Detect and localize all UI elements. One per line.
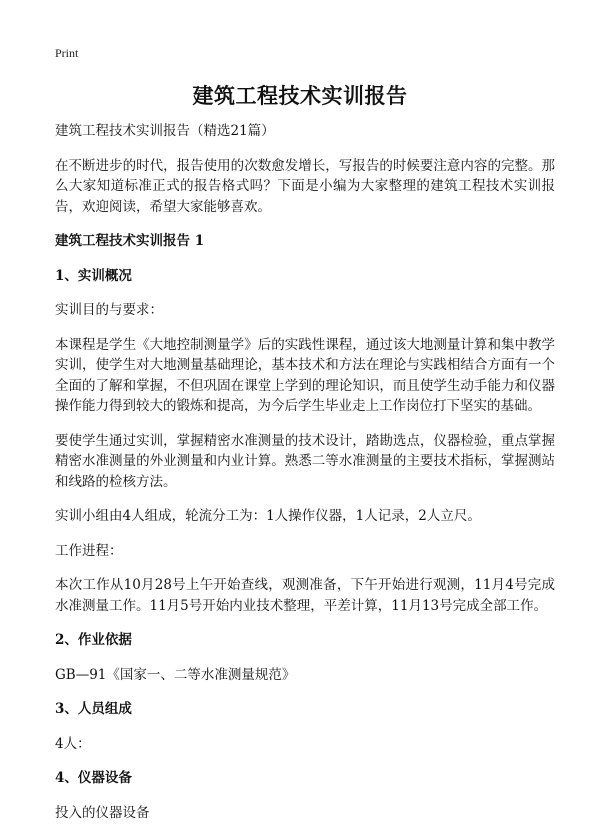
paragraph-work-schedule: 本次工作从10月28号上午开始查线，观测准备，下午开始进行观测，11月4号完成水准测量工作。11月5号开始内业技术整理，平差计算，11月13号完成全部工作。 — [55, 577, 555, 614]
document-subtitle: 建筑工程技术实训报告（精选21篇） — [55, 123, 275, 139]
document-body — [55, 121, 555, 823]
paragraph-course-description: 本课程是学生《大地控制测量学》后的实践性课程，通过该大地测量计算和集中教学实训，使学生对大地测量基础理论，基本技术和方法在理论与实践相结合方面有一个全面的了解和掌握，不但巩固在课堂上学到的理论知识，而且使学生动手能力和仪器操作能力得到较大的锻炼和提高，为今后学生毕业走上工作岗位打下坚实的基础。 — [55, 336, 555, 414]
section-heading-equipment: 4、仪器设备 — [55, 770, 132, 786]
report-heading: 建筑工程技术实训报告 1 — [55, 233, 205, 249]
paragraph-standard: GB—91《国家一、二等水准测量规范》 — [55, 666, 296, 683]
print-link[interactable]: Print — [55, 46, 79, 60]
paragraph-progress-label: 工作进程： — [55, 542, 123, 559]
intro-paragraph: 在不断进步的时代，报告使用的次数愈发增长，写报告的时候要注意内容的完整。那么大家知道标准正式的报告格式吗？下面是小编为大家整理的建筑工程技术实训报告，欢迎阅读，希望大家能够喜欢。 — [55, 157, 555, 215]
paragraph-equipment: 投入的仪器设备 — [55, 804, 150, 821]
section-heading-overview: 1、实训概况 — [55, 267, 132, 284]
section-heading-basis: 2、作业依据 — [55, 632, 132, 648]
paragraph-objectives-label: 实训目的与要求： — [55, 302, 163, 318]
paragraph-personnel-count: 4人： — [55, 735, 91, 752]
page-title: 建筑工程技术实训报告 — [192, 83, 408, 108]
section-heading-personnel: 3、人员组成 — [55, 701, 132, 717]
paragraph-group-composition: 实训小组由4人组成，轮流分工为：1人操作仪器，1人记录，2人立尺。 — [55, 508, 481, 524]
paragraph-requirements: 要使学生通过实训，掌握精密水准测量的技术设计，踏勘选点，仪器检验，重点掌握精密水准测量的外业测量和内业计算。熟悉二等水准测量的主要技术指标，掌握测站和线路的检核方法。 — [55, 432, 555, 490]
